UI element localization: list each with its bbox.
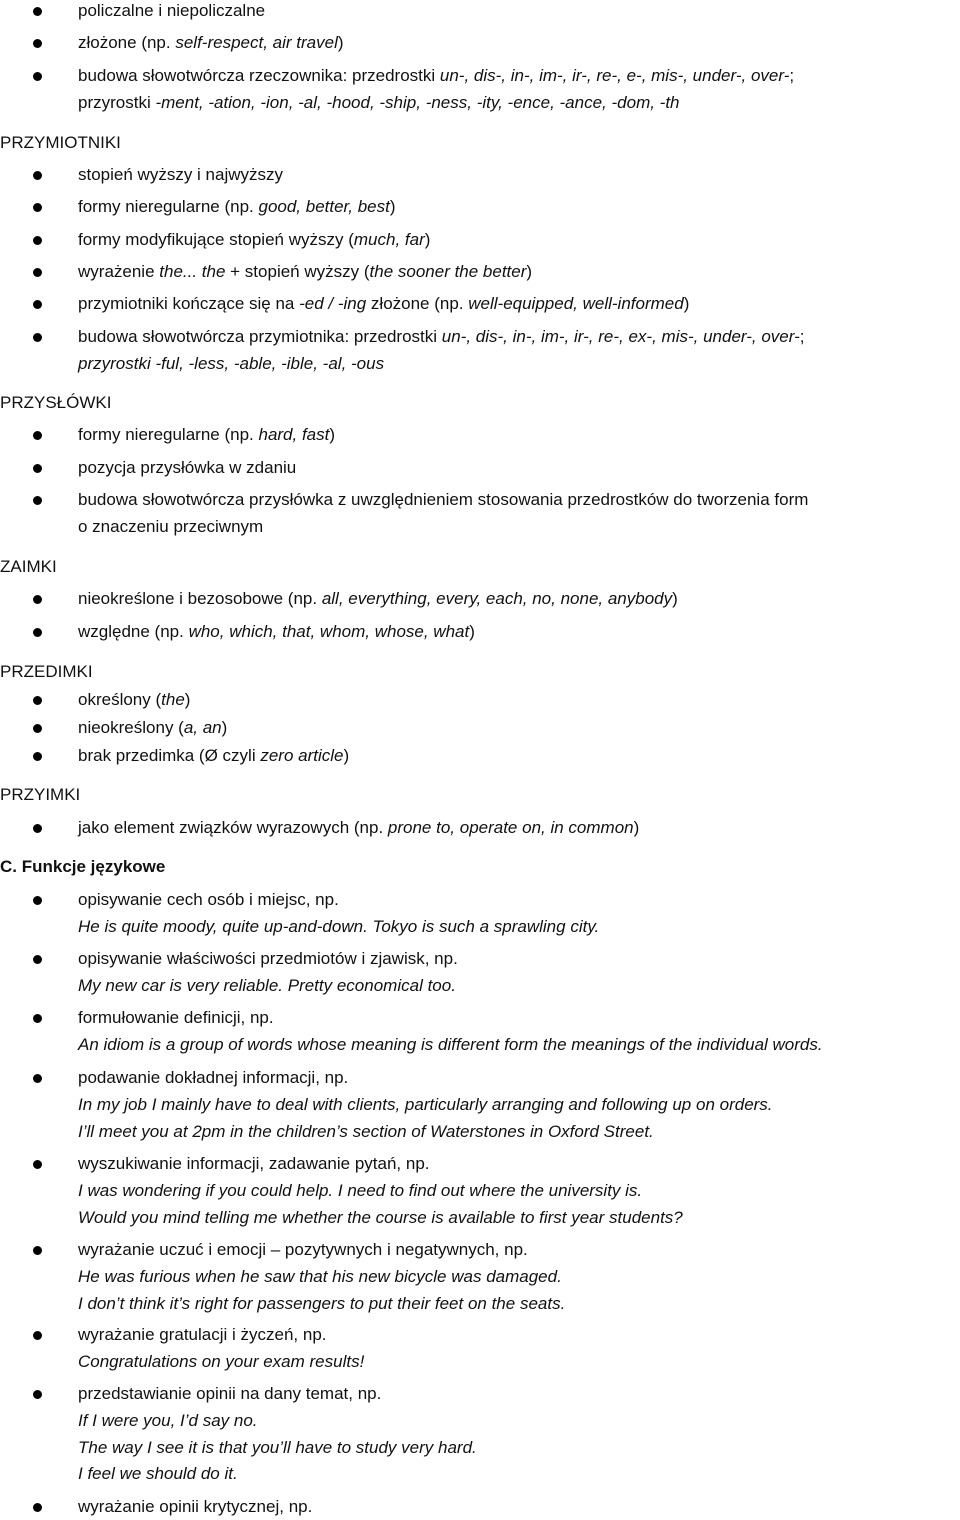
function-example: An idiom is a group of words whose meaning is different form the meanings of the individual words. — [78, 1035, 823, 1054]
list-item-text — [78, 326, 805, 348]
label-text: ) — [469, 622, 475, 641]
bullet-icon — [33, 171, 42, 180]
label-text: ) — [329, 425, 336, 444]
function-example: I don’t think it’s right for passengers to put their feet on the seats. — [78, 1294, 566, 1313]
bullet-icon — [33, 496, 42, 505]
function-label: wyrażanie opinii krytycznej, np. — [78, 1497, 313, 1516]
bullet-icon — [33, 1246, 42, 1255]
bullet-icon — [33, 752, 42, 761]
function-example: I’ll meet you at 2pm in the children’s section of Waterstones in Oxford Street. — [78, 1122, 654, 1141]
label-text: ; — [799, 327, 805, 346]
bullet-icon — [33, 824, 42, 833]
label-text: nieokreślone i bezosobowe (np. — [78, 589, 322, 608]
bullet-icon — [33, 7, 42, 16]
bullet-icon — [33, 1160, 42, 1169]
bullet-icon — [33, 268, 42, 277]
section-heading: PRZYSŁÓWKI — [0, 393, 112, 412]
example-text: good, better, best — [258, 197, 390, 216]
label-text: formy nieregularne (np. — [78, 425, 259, 444]
list-item-text: stopień wyższy i najwyższy — [78, 165, 284, 184]
label-text: jako element związków wyrazowych (np. — [78, 818, 388, 837]
example-text: a, an — [183, 718, 222, 737]
example-text: un-, dis-, in-, im-, ir-, re-, e-, mis-, under-, over- — [439, 66, 790, 85]
bullet-icon — [33, 1014, 42, 1023]
label-text: przymiotniki kończące się na — [78, 294, 300, 313]
example-text: the... the — [159, 262, 226, 281]
example-text: prone to, operate on, in common — [387, 818, 634, 837]
label-text: ; — [789, 66, 795, 85]
example-text: all, everything, every, each, no, none, anybody — [321, 589, 673, 608]
bullet-icon — [33, 236, 42, 245]
section-heading: PRZYIMKI — [0, 785, 81, 804]
example-text: -ment, -ation, -ion, -al, -hood, -ship, -ness, -ity, -ence, -ance, -dom, -th — [155, 93, 680, 112]
bullet-icon — [33, 724, 42, 733]
list-item-text — [78, 293, 689, 315]
list-item-text — [78, 817, 639, 839]
function-example: Congratulations on your exam results! — [78, 1352, 365, 1371]
function-example: He was furious when he saw that his new bicycle was damaged. — [78, 1267, 562, 1286]
function-label: formułowanie definicji, np. — [78, 1008, 274, 1027]
bullet-icon — [33, 1390, 42, 1399]
list-item-text — [78, 229, 430, 251]
bullet-icon — [33, 72, 42, 81]
bullet-icon — [33, 628, 42, 637]
example-text: who, which, that, whom, whose, what — [188, 622, 470, 641]
label-text: ) — [526, 262, 533, 281]
example-text: the sooner the better — [369, 262, 527, 281]
label-text: formy nieregularne (np. — [78, 197, 259, 216]
example-text: the — [161, 690, 185, 709]
function-label: wyszukiwanie informacji, zadawanie pytań, np. — [78, 1154, 430, 1173]
list-item-text — [78, 353, 384, 375]
function-example: My new car is very reliable. Pretty economical too. — [78, 976, 456, 995]
label-text: budowa słowotwórcza przymiotnika: przedrostki — [78, 327, 442, 346]
function-label: podawanie dokładnej informacji, np. — [78, 1068, 349, 1087]
section-heading: PRZYMIOTNIKI — [0, 133, 121, 152]
function-label: przedstawianie opinii na dany temat, np. — [78, 1384, 382, 1403]
example-text: przyrostki -ful, -less, -able, -ible, -al, -ous — [78, 354, 385, 373]
bullet-icon — [33, 1503, 42, 1512]
bullet-icon — [33, 595, 42, 604]
example-text: much, far — [353, 230, 425, 249]
label-text: ) — [683, 294, 690, 313]
bullet-icon — [33, 333, 42, 342]
label-text: brak przedimka (Ø czyli — [78, 746, 261, 765]
label-text: ) — [424, 230, 431, 249]
bullet-icon — [33, 203, 42, 212]
label-text: ) — [184, 690, 191, 709]
list-item-text — [78, 717, 227, 739]
label-text: względne (np. — [78, 622, 189, 641]
function-label: wyrażanie gratulacji i życzeń, np. — [78, 1325, 327, 1344]
list-item-text: budowa słowotwórcza przysłówka z uwzględnieniem stosowania przedrostków do tworzenia form — [78, 490, 809, 509]
label-text: budowa słowotwórcza rzeczownika: przedrostki — [78, 66, 440, 85]
function-example: In my job I mainly have to deal with clients, particularly arranging and following up on orders. — [78, 1095, 773, 1114]
function-example: He is quite moody, quite up-and-down. Tokyo is such a sprawling city. — [78, 917, 600, 936]
list-item-text: policzalne i niepoliczalne — [78, 1, 266, 20]
function-example: I feel we should do it. — [78, 1464, 238, 1483]
function-label: opisywanie cech osób i miejsc, np. — [78, 890, 339, 909]
function-example: Would you mind telling me whether the course is available to first year students? — [78, 1208, 683, 1227]
bullet-icon — [33, 955, 42, 964]
list-item-text — [78, 424, 335, 446]
bullet-icon — [33, 464, 42, 473]
label-text: formy modyfikujące stopień wyższy ( — [78, 230, 354, 249]
label-text: ) — [672, 589, 678, 608]
example-text: -ed / -ing — [299, 294, 367, 313]
section-heading: C. Funkcje językowe — [0, 857, 166, 876]
bullet-icon — [33, 696, 42, 705]
list-item-text — [78, 92, 680, 114]
list-item-text — [78, 196, 396, 218]
list-item-text — [78, 588, 678, 610]
bullet-icon — [33, 1074, 42, 1083]
list-item-text: o znaczeniu przeciwnym — [78, 517, 264, 536]
example-text: un-, dis-, in-, im-, ir-, re-, ex-, mis-, under-, over- — [441, 327, 800, 346]
function-example: The way I see it is that you’ll have to study very hard. — [78, 1438, 477, 1457]
list-item-text — [78, 32, 344, 54]
bullet-icon — [33, 1331, 42, 1340]
label-text: złożone (np. — [78, 33, 176, 52]
label-text: ) — [343, 746, 350, 765]
example-text: hard, fast — [258, 425, 330, 444]
list-item-text: pozycja przysłówka w zdaniu — [78, 458, 297, 477]
list-item-text — [78, 65, 794, 87]
bullet-icon — [33, 300, 42, 309]
label-text: złożone (np. — [366, 294, 469, 313]
list-item-text — [78, 261, 532, 283]
bullet-icon — [33, 39, 42, 48]
example-text: zero article — [260, 746, 344, 765]
function-example: If I were you, I’d say no. — [78, 1411, 258, 1430]
label-text: wyrażenie — [78, 262, 160, 281]
section-heading: PRZEDIMKI — [0, 662, 93, 681]
label-text: ) — [337, 33, 344, 52]
label-text: ) — [221, 718, 228, 737]
bullet-icon — [33, 896, 42, 905]
example-text: self-respect, air travel — [175, 33, 338, 52]
label-text: ) — [633, 818, 640, 837]
example-text: well-equipped, well-informed — [468, 294, 684, 313]
label-text: przyrostki — [78, 93, 156, 112]
function-example: I was wondering if you could help. I need to find out where the university is. — [78, 1181, 643, 1200]
label-text: ) — [389, 197, 396, 216]
label-text: + stopień wyższy ( — [225, 262, 370, 281]
section-heading: ZAIMKI — [0, 557, 57, 576]
label-text: nieokreślony ( — [78, 718, 184, 737]
function-label: wyrażanie uczuć i emocji – pozytywnych i negatywnych, np. — [78, 1240, 528, 1259]
bullet-icon — [33, 431, 42, 440]
list-item-text — [78, 745, 349, 767]
list-item-text — [78, 689, 190, 711]
list-item-text — [78, 621, 475, 643]
function-label: opisywanie właściwości przedmiotów i zjawisk, np. — [78, 949, 458, 968]
label-text: określony ( — [78, 690, 162, 709]
